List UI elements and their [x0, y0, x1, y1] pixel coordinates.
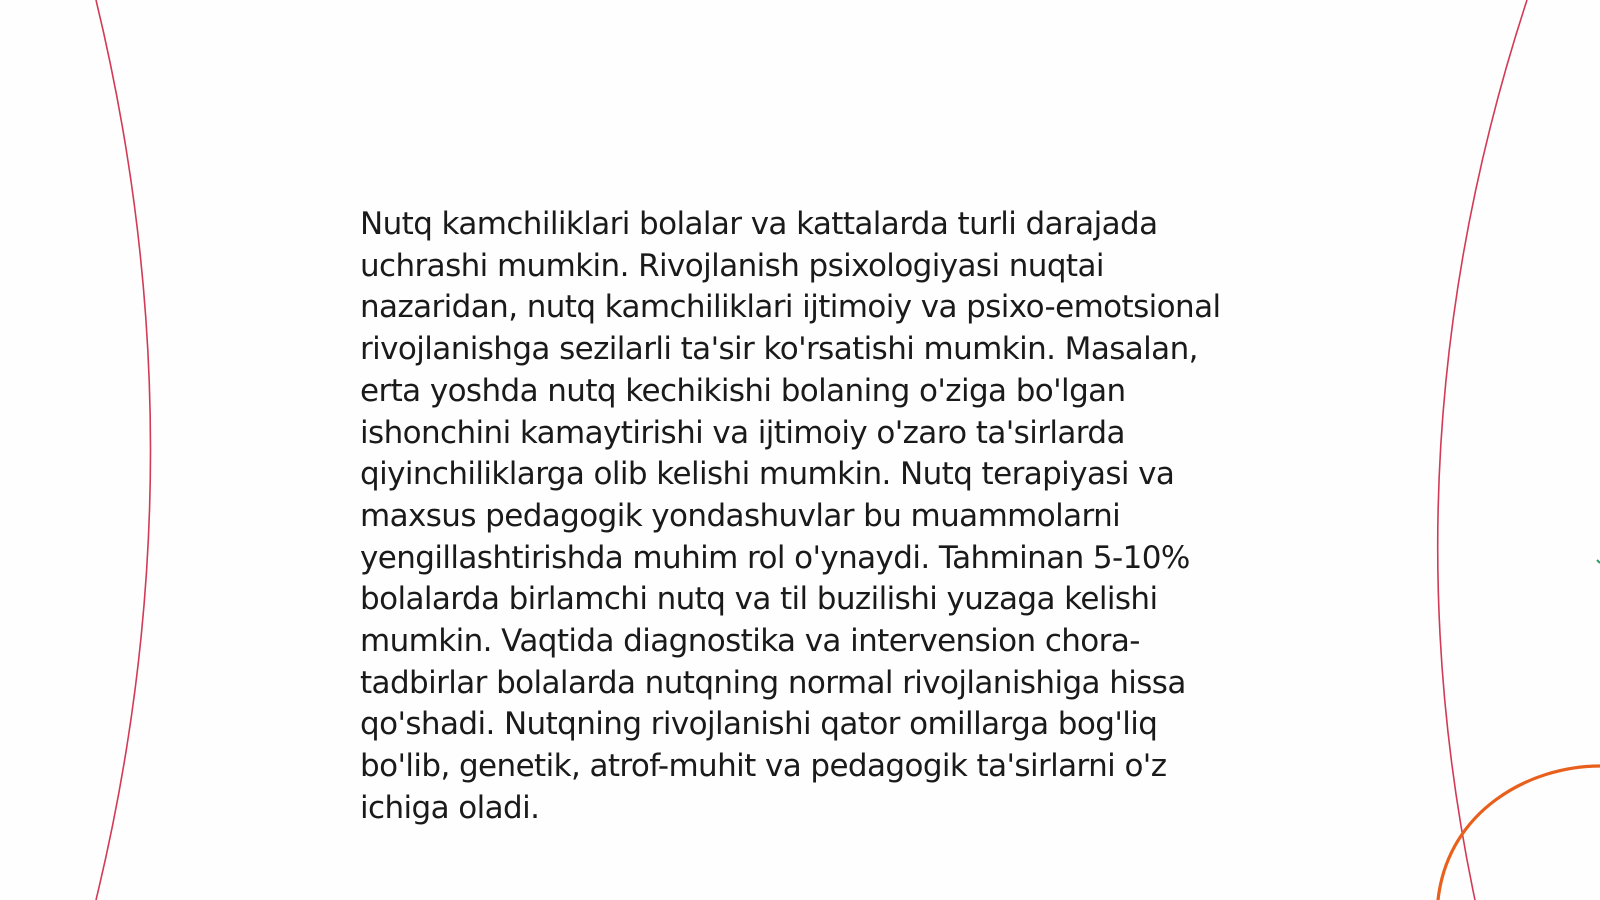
right-curve-line [1438, 0, 1527, 900]
left-curve-line [96, 0, 151, 900]
orange-arc [1438, 766, 1600, 900]
body-paragraph: Nutq kamchiliklari bolalar va kattalarda turli darajada uchrashi mumkin. Rivojlanish psixologiyasi nuqtai nazaridan, nutq kamchiliklari ijtimoiy va psixo-emotsional rivojlanishga sezilarli ta'sir ko'rsatishi mumkin. Masalan, erta yoshda nutq kechikishi bolaning o'ziga bo'lgan ishonchini kamaytirishi va ijtimoiy o'zaro ta'sirlarda qiyinchiliklarga olib kelishi mumkin. Nutq terapiyasi va maxsus pedagogik yondashuvlar bu muammolarni yengillashtirishda muhim rol o'ynaydi. Tahminan 5-10% bolalarda birlamchi nutq va til buzilishi yuzaga kelishi mumkin. Vaqtida diagnostika va intervension chora-tadbirlar bolalarda nutqning normal rivojlanishiga hissa qo'shadi. Nutqning rivojlanishi qator omillarga bog'liq bo'lib, genetik, atrof-muhit va pedagogik ta'sirlarni o'z ichiga oladi. [360, 206, 1221, 826]
